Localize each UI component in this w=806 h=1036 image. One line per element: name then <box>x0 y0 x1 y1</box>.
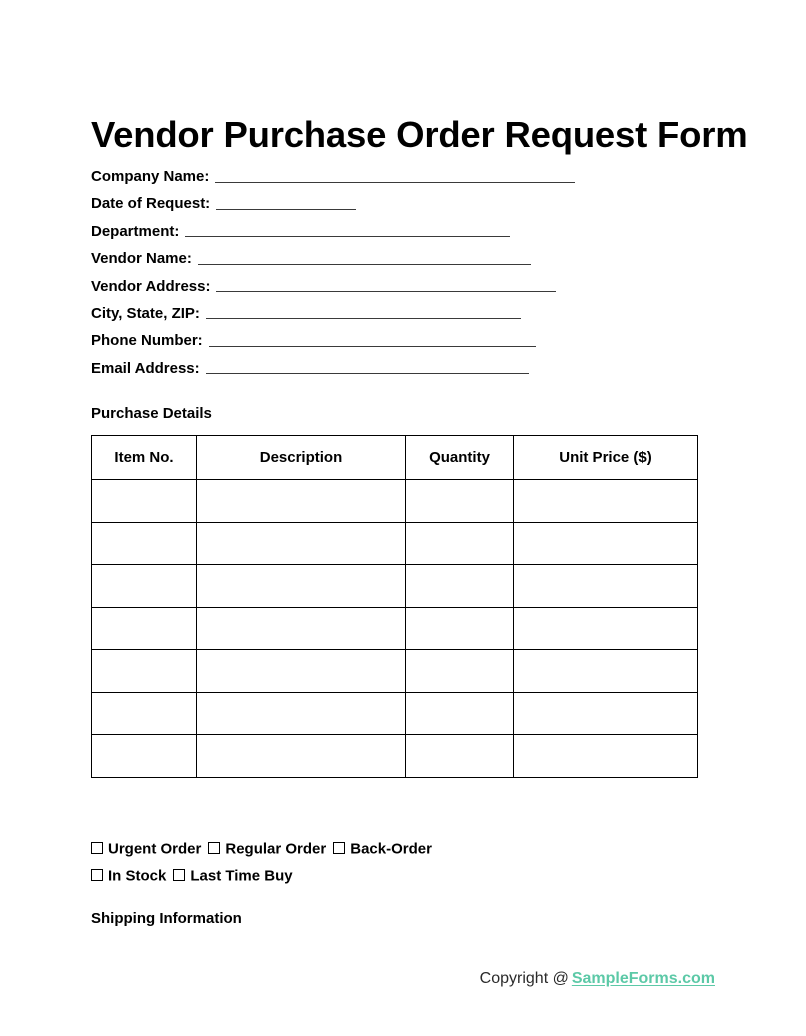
field-input-line[interactable] <box>185 236 510 237</box>
table-cell[interactable] <box>92 607 197 650</box>
section-heading-shipping-information: Shipping Information <box>91 910 242 927</box>
table-row <box>92 480 698 523</box>
field-label: Company Name: <box>91 168 210 185</box>
form-field-row <box>91 300 731 327</box>
table-cell[interactable] <box>197 735 406 778</box>
form-field-row <box>91 190 731 217</box>
table-cell[interactable] <box>92 480 197 523</box>
checkbox-option[interactable] <box>208 835 326 863</box>
form-field-row <box>91 218 731 245</box>
field-input-line[interactable] <box>216 209 356 210</box>
form-field-row <box>91 355 731 382</box>
table-cell[interactable] <box>514 522 698 565</box>
field-input-line[interactable] <box>198 264 531 265</box>
table-cell[interactable] <box>406 650 514 693</box>
checkbox-option[interactable] <box>173 862 292 890</box>
table-cell[interactable] <box>197 607 406 650</box>
checkbox-label: In Stock <box>108 867 167 885</box>
field-label: Phone Number: <box>91 332 203 350</box>
form-field-row <box>91 327 731 354</box>
field-label: Vendor Address: <box>91 277 211 295</box>
table-cell[interactable] <box>406 607 514 650</box>
field-label: City, State, ZIP: <box>91 304 200 322</box>
checkbox-option[interactable] <box>91 862 166 890</box>
checkbox-square-icon[interactable] <box>173 869 185 881</box>
table-cell[interactable] <box>92 565 197 608</box>
footer <box>0 970 715 988</box>
table-header-row <box>92 436 698 480</box>
checkbox-label: Regular Order <box>225 840 327 858</box>
checkbox-option[interactable] <box>91 835 201 863</box>
table-cell[interactable] <box>406 735 514 778</box>
table-header <box>92 436 698 480</box>
copyright-text: Copyright @ <box>479 970 569 987</box>
field-input-line[interactable] <box>216 291 556 292</box>
table-cell[interactable] <box>92 735 197 778</box>
form-field-row <box>91 163 731 190</box>
table-cell[interactable] <box>92 650 197 693</box>
table-cell[interactable] <box>514 650 698 693</box>
checkbox-label: Back-Order <box>350 840 432 858</box>
form-fields <box>91 163 731 382</box>
table-cell[interactable] <box>406 522 514 565</box>
table-cell[interactable] <box>514 692 698 735</box>
table-column-header: Item No. <box>92 436 197 480</box>
checkbox-square-icon[interactable] <box>333 842 345 854</box>
checkbox-label: Urgent Order <box>108 840 202 858</box>
table-column-header: Description <box>197 436 406 480</box>
table-cell[interactable] <box>197 565 406 608</box>
field-input-line[interactable] <box>206 373 529 374</box>
table-row <box>92 650 698 693</box>
table-row <box>92 565 698 608</box>
checkbox-square-icon[interactable] <box>91 869 103 881</box>
form-field-row <box>91 273 731 300</box>
field-input-line[interactable] <box>209 346 536 347</box>
table-row <box>92 692 698 735</box>
field-label: Date of Request: <box>91 195 211 213</box>
table-cell[interactable] <box>197 522 406 565</box>
table-cell[interactable] <box>406 692 514 735</box>
field-label: Email Address: <box>91 359 200 377</box>
table-row <box>92 522 698 565</box>
page-title: Vendor Purchase Order Request Form <box>91 114 748 156</box>
checkbox-square-icon[interactable] <box>208 842 220 854</box>
field-label: Department: <box>91 222 180 240</box>
table-row <box>92 607 698 650</box>
table-cell[interactable] <box>514 565 698 608</box>
checkbox-group-order-type <box>91 835 432 863</box>
checkbox-option[interactable] <box>333 835 432 863</box>
table-cell[interactable] <box>92 522 197 565</box>
section-heading-purchase-details: Purchase Details <box>91 405 212 422</box>
checkbox-square-icon[interactable] <box>91 842 103 854</box>
table-column-header: Unit Price ($) <box>514 436 698 480</box>
table-cell[interactable] <box>197 650 406 693</box>
table-cell[interactable] <box>406 565 514 608</box>
table-column-header: Quantity <box>406 436 514 480</box>
table-row <box>92 735 698 778</box>
form-field-row <box>91 245 731 272</box>
checkbox-label: Last Time Buy <box>190 867 293 885</box>
table-body <box>92 480 698 778</box>
table-cell[interactable] <box>514 735 698 778</box>
table-cell[interactable] <box>197 692 406 735</box>
sampleforms-link[interactable]: SampleForms.com <box>571 970 715 987</box>
table-cell[interactable] <box>197 480 406 523</box>
table-cell[interactable] <box>406 480 514 523</box>
purchase-details-table <box>91 435 698 778</box>
field-input-line[interactable] <box>206 318 521 319</box>
table-cell[interactable] <box>514 607 698 650</box>
field-label: Vendor Name: <box>91 250 192 268</box>
table-cell[interactable] <box>92 692 197 735</box>
field-input-line[interactable] <box>215 182 575 183</box>
table-cell[interactable] <box>514 480 698 523</box>
checkbox-group-stock-status <box>91 862 293 890</box>
